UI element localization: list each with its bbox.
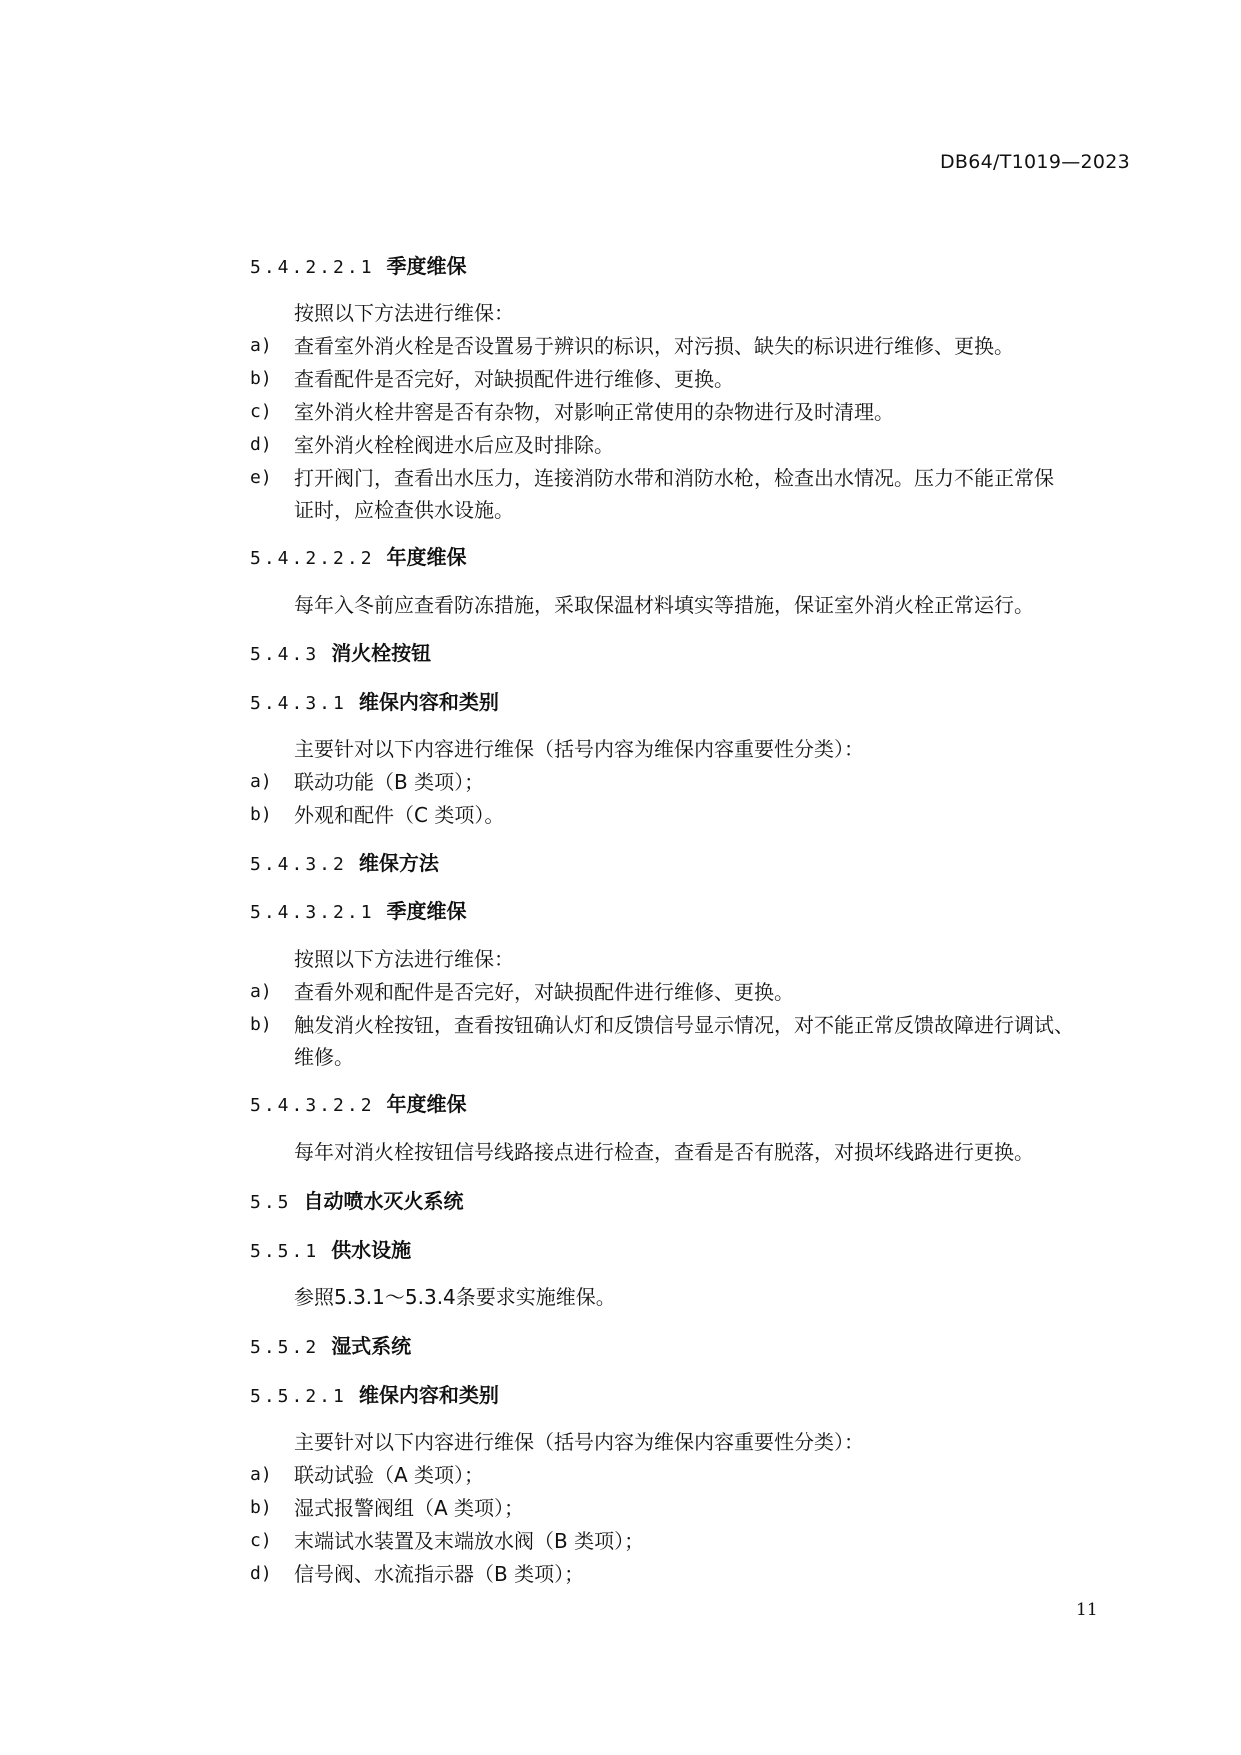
paragraph: 按照以下方法进行维保： — [294, 301, 514, 325]
page-number: 11 — [1076, 1600, 1098, 1620]
section-number: 5.4.3.1 — [250, 693, 347, 714]
list-text: 查看外观和配件是否完好，对缺损配件进行维修、更换。 — [294, 980, 794, 1004]
list-text-continuation: 证时，应检查供水设施。 — [294, 498, 514, 522]
section-heading — [250, 850, 439, 878]
section-number: 5.5.2 — [250, 1337, 320, 1358]
list-text: 触发消火栓按钮，查看按钮确认灯和反馈信号显示情况，对不能正常反馈故障进行调试、 — [294, 1013, 1074, 1037]
section-heading — [250, 1333, 411, 1361]
section-title: 年度维保 — [386, 545, 467, 569]
paragraph: 每年对消火栓按钮信号线路接点进行检查，查看是否有脱落，对损坏线路进行更换。 — [294, 1140, 1034, 1164]
list-marker: b) — [250, 368, 272, 389]
list-marker: b) — [250, 1014, 272, 1035]
section-heading — [250, 1091, 467, 1119]
list-text: 联动试验（A 类项）； — [294, 1463, 485, 1487]
list-marker: a) — [250, 981, 272, 1002]
list-marker: a) — [250, 1464, 272, 1485]
section-heading — [250, 1237, 411, 1265]
section-number: 5.4.2.2.1 — [250, 257, 375, 278]
list-text: 室外消火栓栓阀进水后应及时排除。 — [294, 433, 614, 457]
list-marker: e) — [250, 467, 272, 488]
list-item — [250, 1462, 1150, 1488]
list-text: 外观和配件（C 类项）。 — [294, 803, 505, 827]
section-title: 维保内容和类别 — [358, 690, 499, 714]
section-title: 季度维保 — [386, 254, 467, 278]
section-title: 季度维保 — [386, 899, 467, 923]
list-item — [250, 1012, 1150, 1038]
paragraph: 主要针对以下内容进行维保（括号内容为维保内容重要性分类）： — [294, 737, 864, 761]
paragraph: 按照以下方法进行维保： — [294, 947, 514, 971]
section-number: 5.4.3 — [250, 644, 320, 665]
section-title: 供水设施 — [331, 1238, 412, 1262]
paragraph: 主要针对以下内容进行维保（括号内容为维保内容重要性分类）： — [294, 1430, 864, 1454]
list-marker: c) — [250, 1530, 272, 1551]
list-item — [250, 465, 1150, 491]
list-item — [250, 802, 1150, 828]
paragraph: 每年入冬前应查看防冻措施，采取保温材料填实等措施，保证室外消火栓正常运行。 — [294, 593, 1034, 617]
section-number: 5.4.3.2 — [250, 854, 347, 875]
list-text: 查看配件是否完好，对缺损配件进行维修、更换。 — [294, 367, 734, 391]
section-title: 年度维保 — [386, 1092, 467, 1116]
section-title: 自动喷水灭火系统 — [303, 1189, 464, 1213]
section-title: 湿式系统 — [331, 1334, 412, 1358]
list-marker: c) — [250, 401, 272, 422]
section-number: 5.4.3.2.2 — [250, 1095, 375, 1116]
document-code: DB64/T1019—2023 — [940, 151, 1131, 173]
section-title: 维保方法 — [358, 851, 439, 875]
list-text: 联动功能（B 类项）； — [294, 770, 485, 794]
list-item — [250, 769, 1150, 795]
list-text: 室外消火栓井窖是否有杂物，对影响正常使用的杂物进行及时清理。 — [294, 400, 894, 424]
section-title: 维保内容和类别 — [358, 1383, 499, 1407]
list-item — [250, 333, 1150, 359]
paragraph: 参照5.3.1～5.3.4条要求实施维保。 — [294, 1285, 616, 1309]
list-item — [250, 366, 1150, 392]
list-marker: d) — [250, 1563, 272, 1584]
section-number: 5.5 — [250, 1192, 292, 1213]
section-number: 5.5.2.1 — [250, 1386, 347, 1407]
section-title: 消火栓按钮 — [331, 641, 432, 665]
section-heading — [250, 640, 431, 668]
list-item — [250, 1528, 1150, 1554]
list-text: 查看室外消火栓是否设置易于辨识的标识，对污损、缺失的标识进行维修、更换。 — [294, 334, 1014, 358]
list-marker: a) — [250, 771, 272, 792]
list-text: 末端试水装置及末端放水阀（B 类项）； — [294, 1529, 645, 1553]
list-item — [250, 1561, 1150, 1587]
list-item — [250, 1495, 1150, 1521]
list-text: 信号阀、水流指示器（B 类项）； — [294, 1562, 585, 1586]
section-heading — [250, 1188, 464, 1216]
list-text: 湿式报警阀组（A 类项）； — [294, 1496, 525, 1520]
list-text-continuation: 维修。 — [294, 1045, 354, 1069]
section-number: 5.4.3.2.1 — [250, 902, 375, 923]
section-heading — [250, 253, 467, 281]
list-marker: b) — [250, 804, 272, 825]
list-marker: d) — [250, 434, 272, 455]
list-text: 打开阀门，查看出水压力，连接消防水带和消防水枪，检查出水情况。压力不能正常保 — [294, 466, 1054, 490]
list-item — [250, 399, 1150, 425]
list-item — [250, 979, 1150, 1005]
section-heading — [250, 1382, 499, 1410]
list-marker: a) — [250, 335, 272, 356]
section-number: 5.4.2.2.2 — [250, 548, 375, 569]
section-heading — [250, 544, 467, 572]
list-item — [250, 432, 1150, 458]
section-heading — [250, 689, 499, 717]
list-marker: b) — [250, 1497, 272, 1518]
section-heading — [250, 898, 467, 926]
section-number: 5.5.1 — [250, 1241, 320, 1262]
